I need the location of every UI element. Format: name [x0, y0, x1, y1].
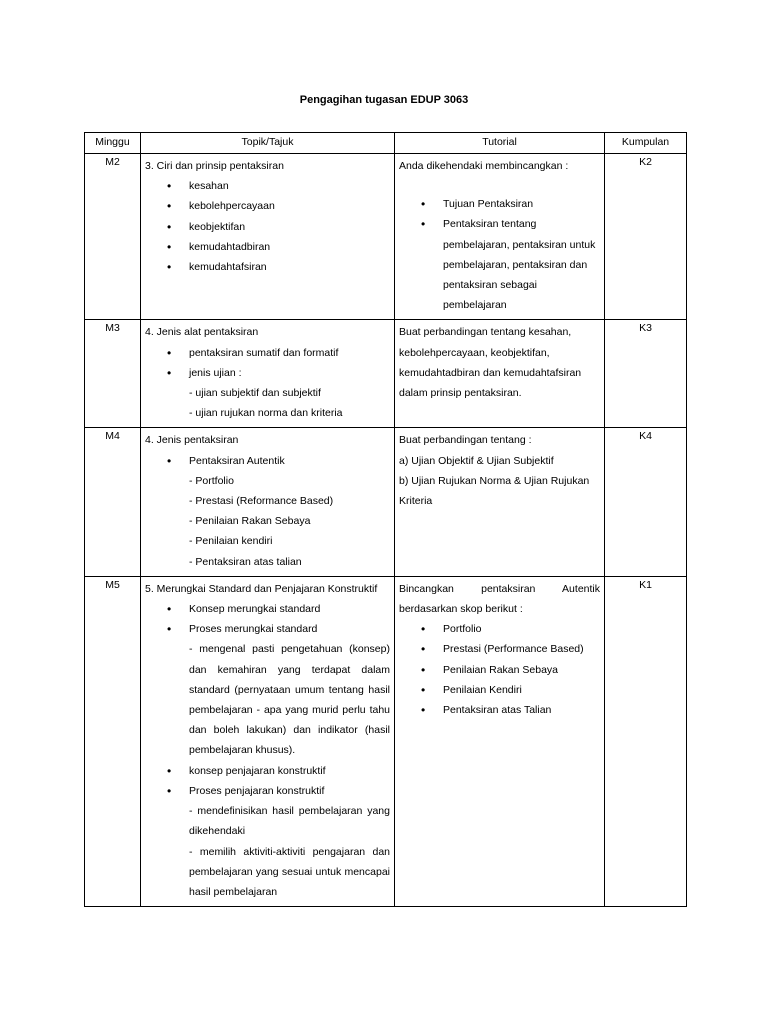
sub-item: - mendefinisikan hasil pembelajaran yang dikehendaki [189, 805, 390, 838]
table-row [85, 428, 687, 576]
sub-item: - ujian rujukan norma dan kriteria [189, 407, 343, 420]
topic-cell [141, 428, 395, 576]
week-cell: M4 [85, 428, 141, 576]
tutorial-bullet-list [399, 619, 600, 720]
list-item: • kemudahtadbiran [145, 237, 390, 257]
list-item: • kemudahtafsiran [145, 257, 390, 277]
topic-heading: 5. Merungkai Standard dan Penjajaran Konstruktif [145, 582, 378, 595]
assignment-table [84, 132, 687, 907]
sub-item: - Prestasi (Reformance Based) [189, 495, 334, 508]
header-topic: Topik/Tajuk [141, 133, 395, 154]
list-item: • kesahan [145, 176, 390, 196]
tutorial-item-b: b) Ujian Rujukan Norma & Ujian Rujukan Kriteria [399, 474, 590, 508]
group-cell: K3 [605, 320, 687, 428]
table-row [85, 154, 687, 320]
list-item: • Tujuan Pentaksiran [399, 194, 600, 214]
topic-heading: 3. Ciri dan prinsip pentaksiran [145, 160, 284, 172]
table-row [85, 576, 687, 906]
tutorial-cell [395, 320, 605, 428]
list-item: • Proses merungkai standard [145, 619, 390, 639]
list-item: • keobjektifan [145, 217, 390, 237]
list-item: • Portfolio [399, 619, 600, 639]
group-cell: K1 [605, 576, 687, 906]
tutorial-cell [395, 428, 605, 576]
header-week: Minggu [85, 133, 141, 154]
list-item: • Penilaian Kendiri [399, 680, 600, 700]
topic-cell [141, 320, 395, 428]
tutorial-item-a: a) Ujian Objektif & Ujian Subjektif [399, 454, 554, 467]
week-cell: M3 [85, 320, 141, 428]
sub-item: - Portfolio [189, 474, 234, 487]
group-cell: K4 [605, 428, 687, 576]
sub-item: - ujian subjektif dan subjektif [189, 387, 321, 400]
topic-bullet-list [145, 599, 390, 639]
group-cell: K2 [605, 154, 687, 320]
week-cell: M5 [85, 576, 141, 906]
sub-item: - memilih aktiviti-aktiviti pengajaran dan pembelajaran yang sesuai untuk mencapai hasil pembelajaran [189, 845, 390, 898]
table-header-row [85, 133, 687, 154]
week-cell: M2 [85, 154, 141, 320]
table-row [85, 320, 687, 428]
list-item: • Konsep merungkai standard [145, 599, 390, 619]
list-item: • jenis ujian : [145, 363, 390, 383]
list-item: • pentaksiran sumatif dan formatif [145, 343, 390, 363]
list-item: • Prestasi (Performance Based) [399, 639, 600, 659]
tutorial-cell [395, 154, 605, 320]
sub-item: - Pentaksiran atas talian [189, 555, 302, 568]
tutorial-intro: Anda dikehendaki membincangkan : [399, 160, 569, 172]
topic-bullet-list [145, 451, 390, 471]
list-item: • Penilaian Rakan Sebaya [399, 660, 600, 680]
tutorial-intro: Buat perbandingan tentang : [399, 434, 532, 447]
topic-bullet-list [145, 176, 390, 277]
topic-cell [141, 154, 395, 320]
topic-heading: 4. Jenis alat pentaksiran [145, 326, 259, 339]
tutorial-bullet-list [399, 194, 600, 315]
topic-cell [141, 576, 395, 906]
list-item: • Pentaksiran tentang pembelajaran, pentaksiran untuk pembelajaran, pentaksiran dan pentaksiran sebagai pembelajaran [399, 214, 600, 315]
list-item: • kebolehpercayaan [145, 196, 390, 216]
list-item: • Pentaksiran Autentik [145, 451, 390, 471]
sub-item: - Penilaian Rakan Sebaya [189, 515, 311, 528]
header-group: Kumpulan [605, 133, 687, 154]
list-item: • konsep penjajaran konstruktif [145, 761, 390, 781]
list-item: • Proses penjajaran konstruktif [145, 781, 390, 801]
sub-item: - Penilaian kendiri [189, 535, 273, 548]
sub-item: - mengenal pasti pengetahuan (konsep) dan kemahiran yang terdapat dalam standard (pernyataan umum tentang hasil pembelajaran - apa yang murid perlu tahu dan boleh lakukan) dan indikator (hasil pembelajaran khusus). [189, 643, 390, 757]
document-title: Pengagihan tugasan EDUP 3063 [299, 94, 469, 106]
topic-bullet-list [145, 761, 390, 801]
topic-bullet-list [145, 343, 390, 383]
tutorial-text: Buat perbandingan tentang kesahan, kebolehpercayaan, keobjektifan, kemudahtadbiran dan kemudahtafsiran dalam prinsip pentaksiran. [399, 326, 582, 400]
header-tutorial: Tutorial [395, 133, 605, 154]
tutorial-cell [395, 576, 605, 906]
topic-heading: 4. Jenis pentaksiran [145, 434, 239, 447]
list-item: • Pentaksiran atas Talian [399, 700, 600, 720]
tutorial-intro: Bincangkan pentaksiran Autentik berdasarkan skop berikut : [399, 582, 600, 616]
